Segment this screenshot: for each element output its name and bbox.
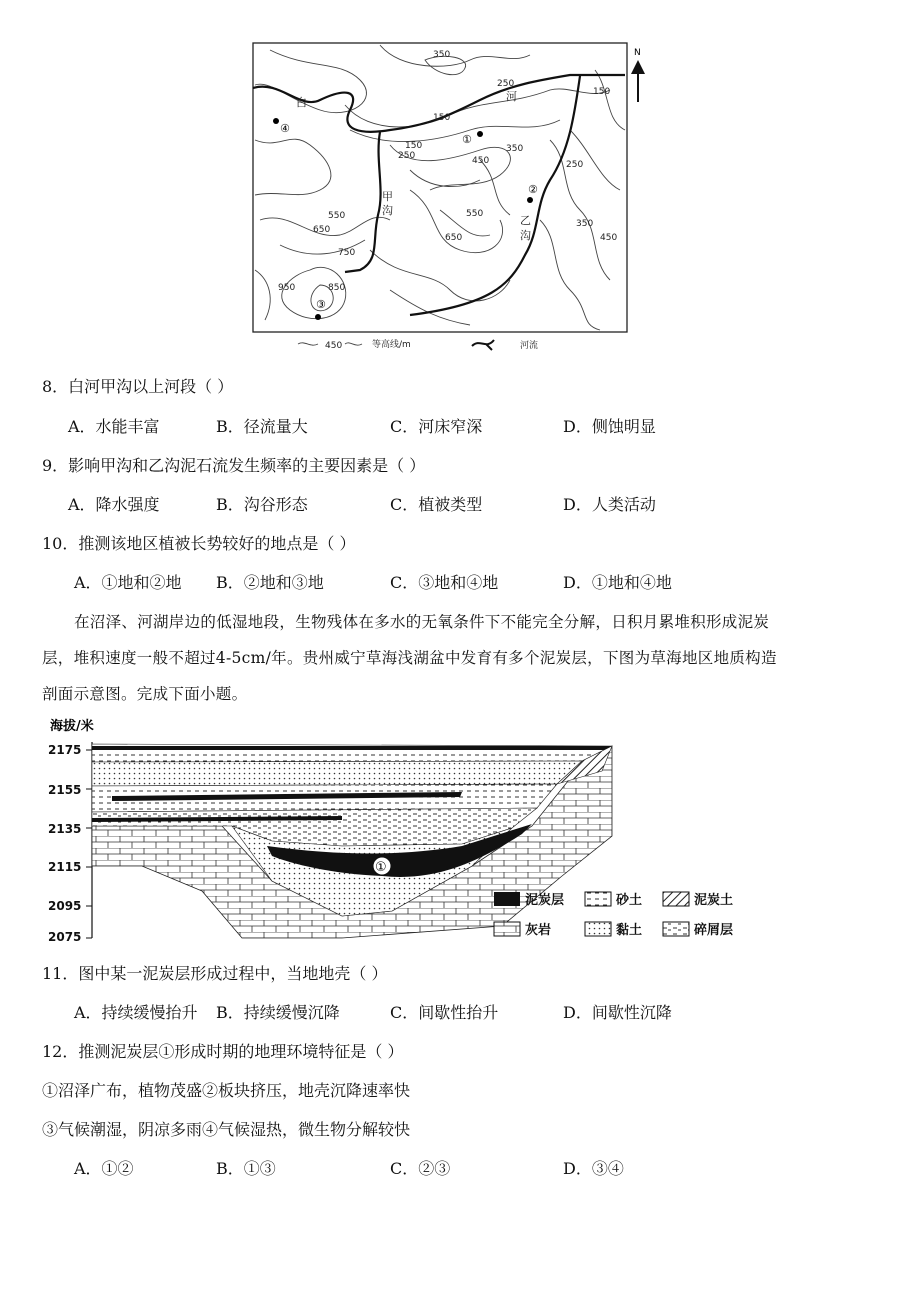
q12-option-b[interactable]: B．①③ bbox=[216, 1159, 276, 1178]
q10-option-c[interactable]: C．③地和④地 bbox=[390, 573, 499, 592]
q8-option-d[interactable]: D．侧蚀明显 bbox=[563, 417, 656, 436]
contour-label: 250 bbox=[398, 151, 416, 161]
svg-text:450: 450 bbox=[325, 341, 343, 351]
point-label-2: ② bbox=[528, 183, 538, 196]
contour-label: 650 bbox=[313, 225, 331, 235]
gully-label-gou: 沟 bbox=[382, 204, 393, 217]
svg-text:黏土: 黏土 bbox=[616, 923, 643, 938]
q11-option-c[interactable]: C．间歇性抬升 bbox=[390, 1003, 499, 1022]
contour-line bbox=[595, 70, 625, 130]
point-dot bbox=[527, 197, 533, 203]
q9-option-b[interactable]: B．沟谷形态 bbox=[216, 495, 308, 514]
section-legend bbox=[494, 892, 733, 938]
contour-label: 250 bbox=[566, 160, 584, 170]
svg-text:N: N bbox=[634, 48, 641, 58]
y-tick: 2075 bbox=[48, 930, 82, 944]
svg-text:泥炭层: 泥炭层 bbox=[525, 893, 565, 908]
contour-line bbox=[390, 290, 470, 325]
yi-gully bbox=[410, 76, 580, 315]
y-axis-label: 海拔/米 bbox=[50, 719, 94, 734]
q9-option-c[interactable]: C．植被类型 bbox=[390, 495, 483, 514]
q12-option-c[interactable]: C．②③ bbox=[390, 1159, 451, 1178]
peat-layer-marker: ① bbox=[375, 860, 387, 875]
contour-line bbox=[282, 267, 346, 318]
contour-line bbox=[345, 89, 610, 127]
gully-label-jia: 甲 bbox=[382, 190, 393, 203]
q12-option-a[interactable]: A．①② bbox=[74, 1159, 134, 1178]
bai-river bbox=[253, 75, 625, 132]
north-arrow bbox=[631, 48, 645, 102]
y-tick: 2095 bbox=[48, 899, 82, 913]
point-dot bbox=[477, 131, 483, 137]
q8-option-c[interactable]: C．河床窄深 bbox=[390, 417, 483, 436]
contour-label: 850 bbox=[328, 283, 346, 293]
q11-option-a[interactable]: A．持续缓慢抬升 bbox=[74, 1003, 198, 1022]
contour-label: 450 bbox=[472, 156, 490, 166]
point-dot bbox=[315, 314, 321, 320]
y-tick: 2115 bbox=[48, 860, 82, 874]
river-label-bai: 白 bbox=[296, 96, 307, 109]
question-9-stem: 9．影响甲沟和乙沟泥石流发生频率的主要因素是（ ） bbox=[42, 456, 426, 475]
contour-line bbox=[410, 190, 503, 253]
q10-option-a[interactable]: A．①地和②地 bbox=[74, 573, 182, 592]
contour-label: 150 bbox=[405, 141, 423, 151]
point-dot bbox=[273, 118, 279, 124]
y-tick: 2175 bbox=[48, 743, 82, 757]
q11-option-d[interactable]: D．间歇性沉降 bbox=[563, 1003, 672, 1022]
q9-option-d[interactable]: D．人类活动 bbox=[563, 495, 656, 514]
point-label-3: ③ bbox=[316, 298, 326, 311]
gully-label-yi: 乙 bbox=[520, 214, 531, 227]
contour-label: 450 bbox=[600, 233, 618, 243]
passage bbox=[42, 604, 872, 712]
q8-option-a[interactable]: A．水能丰富 bbox=[68, 417, 160, 436]
contour-label: 550 bbox=[466, 209, 484, 219]
topographic-map bbox=[250, 40, 670, 360]
svg-text:河流: 河流 bbox=[520, 341, 539, 351]
contour-label: 650 bbox=[445, 233, 463, 243]
contour-line bbox=[480, 160, 510, 215]
y-tick: 2135 bbox=[48, 822, 82, 836]
question-12-stem: 12．推测泥炭层①形成时期的地理环境特征是（ ） bbox=[42, 1042, 404, 1061]
q12-statement-1: ①沼泽广布，植物茂盛②板块挤压，地壳沉降速率快 bbox=[42, 1081, 411, 1100]
passage-line-3: 剖面示意图。完成下面小题。 bbox=[42, 685, 248, 703]
svg-text:等高线/m: 等高线/m bbox=[372, 340, 411, 350]
q9-option-a[interactable]: A．降水强度 bbox=[68, 495, 160, 514]
q8-option-b[interactable]: B．径流量大 bbox=[216, 417, 308, 436]
svg-text:砂土: 砂土 bbox=[616, 893, 643, 908]
contour-line bbox=[255, 270, 270, 320]
q10-option-b[interactable]: B．②地和③地 bbox=[216, 573, 324, 592]
question-10-stem: 10．推测该地区植被长势较好的地点是（ ） bbox=[42, 534, 356, 553]
gully-label-gou2: 沟 bbox=[520, 229, 531, 242]
contour-label: 350 bbox=[576, 219, 594, 229]
contour-label: 150 bbox=[593, 87, 611, 97]
contour-label: 350 bbox=[506, 144, 524, 154]
contour-label: 950 bbox=[278, 283, 296, 293]
q11-option-b[interactable]: B．持续缓慢沉降 bbox=[216, 1003, 340, 1022]
geologic-section bbox=[42, 716, 762, 948]
svg-text:泥炭土: 泥炭土 bbox=[694, 893, 734, 908]
q10-option-d[interactable]: D．①地和④地 bbox=[563, 573, 672, 592]
point-label-1: ① bbox=[462, 133, 472, 146]
contour-line bbox=[255, 50, 366, 113]
contour-label: 350 bbox=[433, 50, 451, 60]
contour-line bbox=[255, 139, 331, 195]
contour-line bbox=[410, 170, 480, 187]
peat-layer-top bbox=[92, 746, 612, 750]
q12-option-d[interactable]: D．③④ bbox=[563, 1159, 624, 1178]
question-11-stem: 11．图中某一泥炭层形成过程中，当地地壳（ ） bbox=[42, 964, 388, 983]
contour-label: 150 bbox=[433, 113, 451, 123]
clay-layer bbox=[92, 761, 582, 786]
contour-line bbox=[540, 220, 600, 330]
svg-text:碎屑层: 碎屑层 bbox=[694, 923, 734, 938]
svg-text:灰岩: 灰岩 bbox=[525, 923, 552, 938]
map-frame bbox=[253, 43, 627, 332]
passage-line-1: 在沼泽、河湖岸边的低湿地段，生物残体在多水的无氧条件下不能完全分解，日积月累堆积形成泥炭 bbox=[74, 613, 770, 631]
contour-label: 250 bbox=[497, 79, 515, 89]
y-tick: 2155 bbox=[48, 783, 82, 797]
contour-line bbox=[380, 45, 530, 66]
map-legend bbox=[298, 338, 538, 351]
contour-label: 750 bbox=[338, 248, 356, 258]
contour-label: 550 bbox=[328, 211, 346, 221]
question-8-stem: 8．白河甲沟以上河段（ ） bbox=[42, 377, 234, 396]
passage-line-2: 层，堆积速度一般不超过4-5cm/年。贵州威宁草海浅湖盆中发育有多个泥炭层，下图为草海地区地质构造 bbox=[42, 649, 777, 667]
river-label-he: 河 bbox=[506, 90, 517, 103]
point-label-4: ④ bbox=[280, 122, 290, 135]
q12-statement-2: ③气候潮湿，阴凉多雨④气候湿热，微生物分解较快 bbox=[42, 1120, 411, 1139]
